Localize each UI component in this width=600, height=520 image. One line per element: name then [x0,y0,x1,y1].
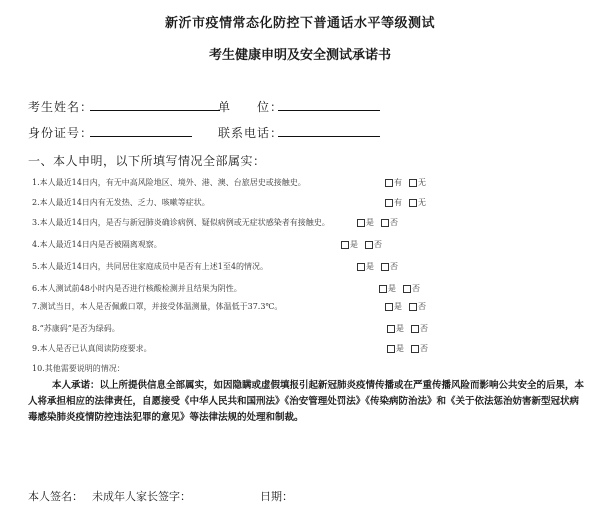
checkbox-label: 是 [394,302,402,311]
phone-underline[interactable] [278,136,380,137]
field-row-id-phone [28,124,588,142]
unit-underline[interactable] [278,110,380,111]
self-signature-label: 本人签名： [28,490,83,503]
declaration-item: 3.本人最近14日内，是否与新冠肺炎确诊病例、疑似病例或无症状感染者有接触史。 [32,218,330,227]
section-heading: 一、本人申明，以下所填写情况全部属实： [28,154,266,168]
checkbox-label: 否 [418,302,426,311]
checkbox-label: 否 [412,284,420,293]
checkbox-label: 否 [420,324,428,333]
checkbox-label: 否 [390,218,398,227]
item-options [340,240,388,250]
checkbox-label: 否 [374,240,382,249]
checkbox[interactable] [409,199,417,207]
document-title: 新沂市疫情常态化防控下普通话水平等级测试 [164,16,435,31]
declaration-item: 6.本人测试前48小时内是否进行核酸检测并且结果为阴性。 [32,284,242,293]
checkbox[interactable] [387,345,395,353]
id-underline[interactable] [90,136,192,137]
guardian-signature-label: 未成年人家长签字： [92,490,191,503]
declaration-item: 7.测试当日，本人是否佩戴口罩，并接受体温测量，体温低于37.3℃。 [32,302,283,311]
checkbox[interactable] [357,219,365,227]
checkbox-label: 是 [366,262,374,271]
checkbox-label: 有 [394,178,402,187]
declaration-item: 1.本人最近14日内，有无中高风险地区、境外、港、澳、台旅居史或接触史。 [32,178,306,187]
checkbox[interactable] [409,303,417,311]
checkbox[interactable] [411,345,419,353]
item-options [386,324,434,334]
checkbox[interactable] [381,219,389,227]
item-options [378,284,426,294]
checkbox[interactable] [387,325,395,333]
declaration-item: 5.本人最近14日内，共同居住家庭成员中是否有上述1至4的情况。 [32,262,268,271]
checkbox-label: 无 [418,198,426,207]
date-label: 日期： [260,490,293,503]
item-options [384,198,432,208]
checkbox[interactable] [403,285,411,293]
item-options [386,344,434,354]
checkbox[interactable] [411,325,419,333]
checkbox[interactable] [409,179,417,187]
phone-label: 联系电话： [218,126,284,140]
unit-label: 单 位： [218,100,284,114]
checkbox-label: 有 [394,198,402,207]
checkbox[interactable] [379,285,387,293]
declaration-item: 10.其他需要说明的情况： [32,364,125,373]
promise-paragraph: 本人承诺：以上所提供信息全部属实，如因隐瞒或虚假填报引起新冠肺炎疫情传播或在严重传播风险而影响公共安全的后果，本人将承担相应的法律责任，自愿接受《中华人民共和国刑法》《治安管理处罚法》《传染病防治法》和《关于依法惩治妨害新型冠状病毒感染肺炎疫情防控违法犯罪的意见》等法律法规的处理和制裁。 [28,380,585,423]
item-options [384,302,432,312]
id-label: 身份证号： [28,126,94,140]
checkbox-label: 是 [396,324,404,333]
item-options [356,218,404,228]
checkbox[interactable] [381,263,389,271]
item-options [384,178,432,188]
checkbox-label: 无 [418,178,426,187]
checkbox[interactable] [341,241,349,249]
declaration-item: 9.本人是否已认真阅读防疫要求。 [32,344,152,353]
checkbox-label: 是 [388,284,396,293]
name-field [28,98,93,115]
checkbox-label: 是 [350,240,358,249]
checkbox[interactable] [385,199,393,207]
checkbox[interactable] [385,179,393,187]
checkbox[interactable] [385,303,393,311]
checkbox[interactable] [357,263,365,271]
checkbox-label: 否 [390,262,398,271]
checkbox-label: 是 [396,344,404,353]
checkbox[interactable] [365,241,373,249]
document-subtitle: 考生健康申明及安全测试承诺书 [208,48,391,63]
declaration-item: 4.本人最近14日内是否被隔离观察。 [32,240,162,249]
item-options [356,262,404,272]
declaration-item: 8.“苏康码”是否为绿码。 [32,324,120,333]
phone-field [218,124,283,141]
checkbox-label: 是 [366,218,374,227]
unit-field [218,98,283,115]
name-label: 考生姓名： [28,100,94,114]
checkbox-label: 否 [420,344,428,353]
name-underline[interactable] [90,110,220,111]
declaration-item: 2.本人最近14日内有无发热、乏力、咳嗽等症状。 [32,198,210,207]
id-field [28,124,93,141]
field-row-name-unit [28,98,588,116]
